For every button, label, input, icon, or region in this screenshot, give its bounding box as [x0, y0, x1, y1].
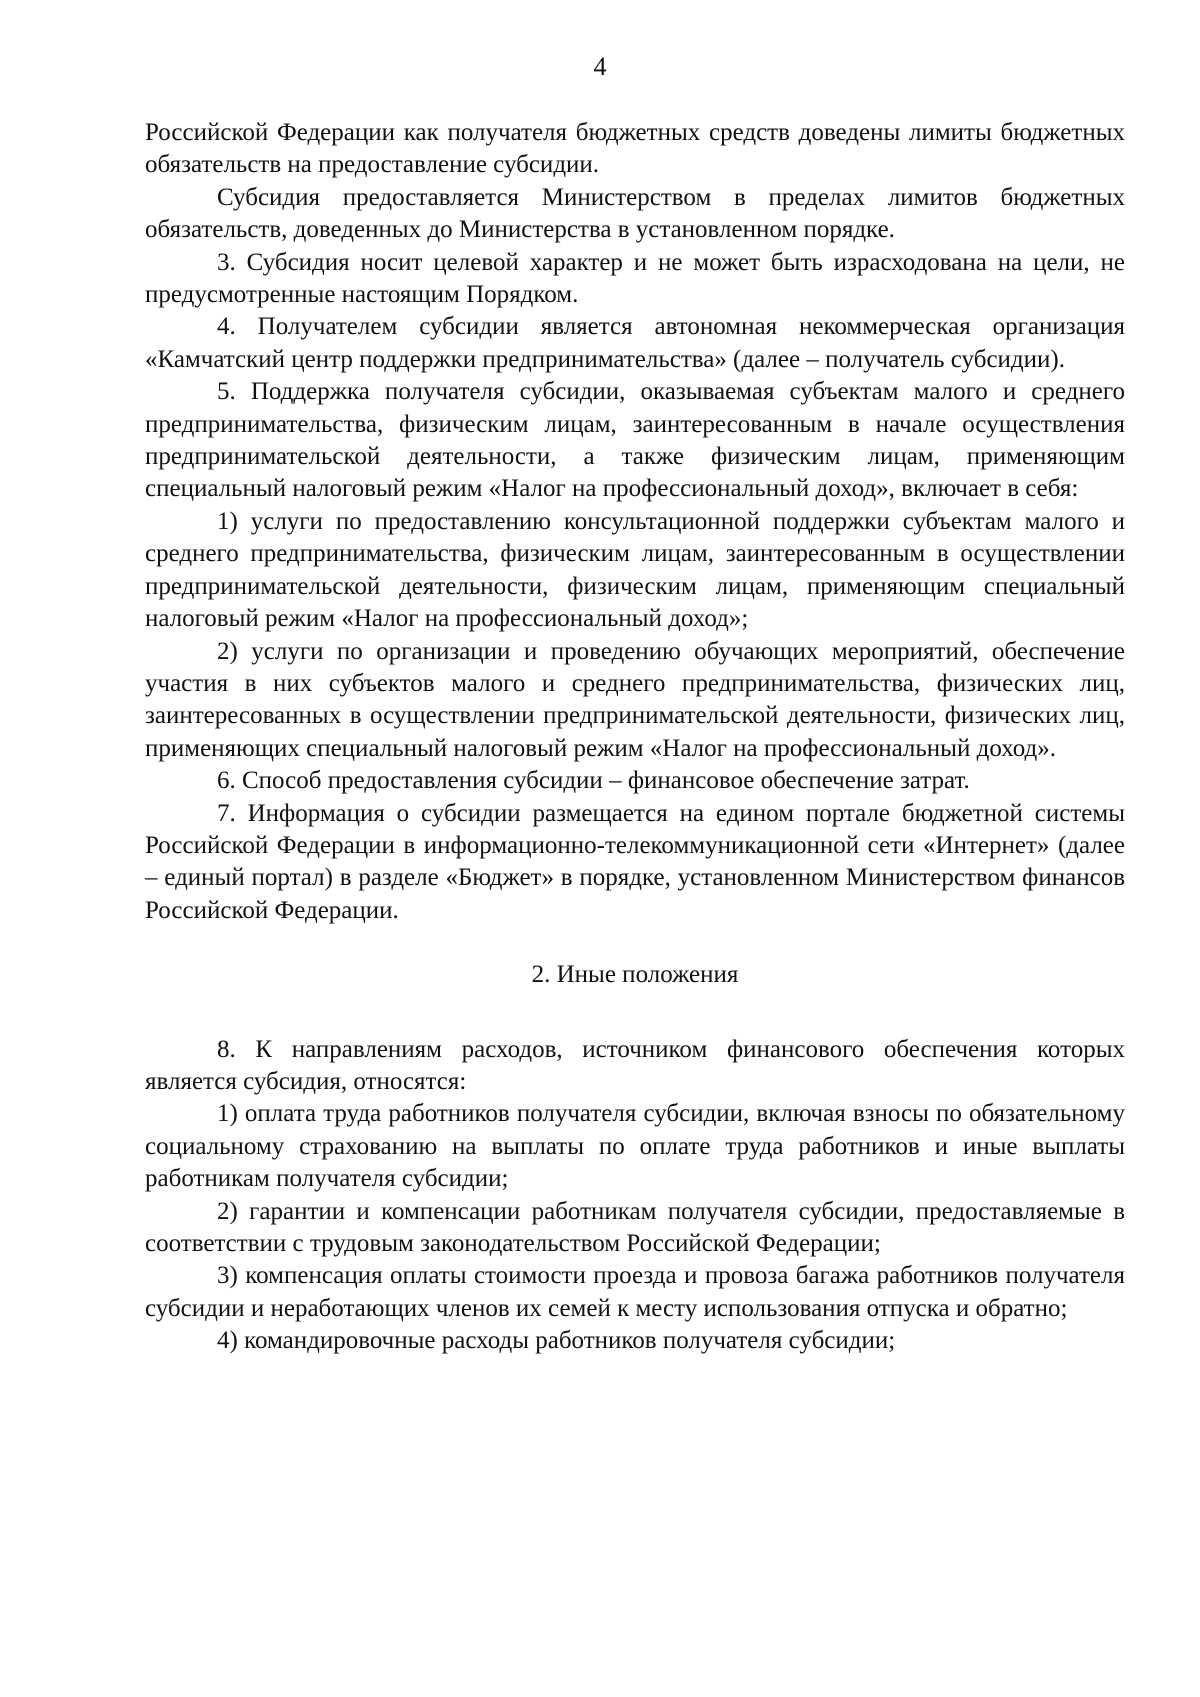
paragraph-item-3: 3. Субсидия носит целевой характер и не может быть израсходована на цели, не предусмотренные настоящим Порядком. — [145, 248, 1125, 309]
section-title: 2. Иные положения — [531, 961, 739, 989]
paragraph-item-8-3: 3) компенсация оплаты стоимости проезда и провоза багажа работников получателя субсидии и неработающих членов их семей к месту использования отпуска и обратно; — [145, 1262, 1125, 1322]
paragraph-item-7: 7. Информация о субсидии размещается на едином портале бюджетной системы Российской Федерации в информационно-телекоммуникационной сети «Интернет» (далее – единый портал) в разделе «Бюджет» в порядке, установленном Министерством финансов Российской Федерации. — [145, 799, 1125, 924]
paragraph-item-5: 5. Поддержка получателя субсидии, оказываемая субъектам малого и среднего предпринимательства, физическим лицам, заинтересованным в начале осуществления предпринимательской деятельности, а также физическим лицам, применяющим специальный налоговый режим «Налог на профессиональный доход», включает в себя: — [145, 378, 1125, 503]
page-number: 4 — [593, 52, 607, 81]
paragraph-item-4: 4. Получателем субсидии является автономная некоммерческая организация «Камчатский центр поддержки предпринимательства» (далее – получатель субсидии). — [145, 313, 1125, 373]
paragraph-item-6: 6. Способ предоставления субсидии – финансовое обеспечение затрат. — [217, 767, 970, 795]
paragraph-subsidy-limits: Субсидия предоставляется Министерством в пределах лимитов бюджетных обязательств, доведенных до Министерства в установленном порядке. — [145, 183, 1125, 244]
paragraph-item-5-1: 1) услуги по предоставлению консультационной поддержки субъектам малого и среднего предпринимательства, физическим лицам, заинтересованным в осуществлении предпринимательской деятельности, физическим лицам, применяющим специальный налоговый режим «Налог на профессиональный доход»; — [145, 507, 1125, 633]
paragraph-item-8-2: 2) гарантии и компенсации работникам получателя субсидии, предоставляемые в соответствии с трудовым законодательством Российской Федерации; — [145, 1197, 1125, 1257]
paragraph-item-5-2: 2) услуги по организации и проведению обучающих мероприятий, обеспечение участия в них субъектов малого и среднего предпринимательства, физических лиц, заинтересованных в осуществлении предпринимательской деятельности, физических лиц, применяющих специальный налоговый режим «Налог на профессиональный доход». — [145, 637, 1125, 762]
paragraph-item-8-1: 1) оплата труда работников получателя субсидии, включая взносы по обязательному социальному страхованию на выплаты по оплате труда работников и иные выплаты работникам получателя субсидии; — [145, 1100, 1125, 1193]
paragraph-item-8-4: 4) командировочные расходы работников получателя субсидии; — [217, 1327, 896, 1355]
paragraph-continuation: Российской Федерации как получателя бюджетных средств доведены лимиты бюджетных обязательств на предоставление субсидии. — [145, 119, 1125, 179]
paragraph-item-8: 8. К направлениям расходов, источником финансового обеспечения которых является субсидия, относятся: — [145, 1035, 1125, 1095]
document-body — [145, 117, 1125, 1358]
